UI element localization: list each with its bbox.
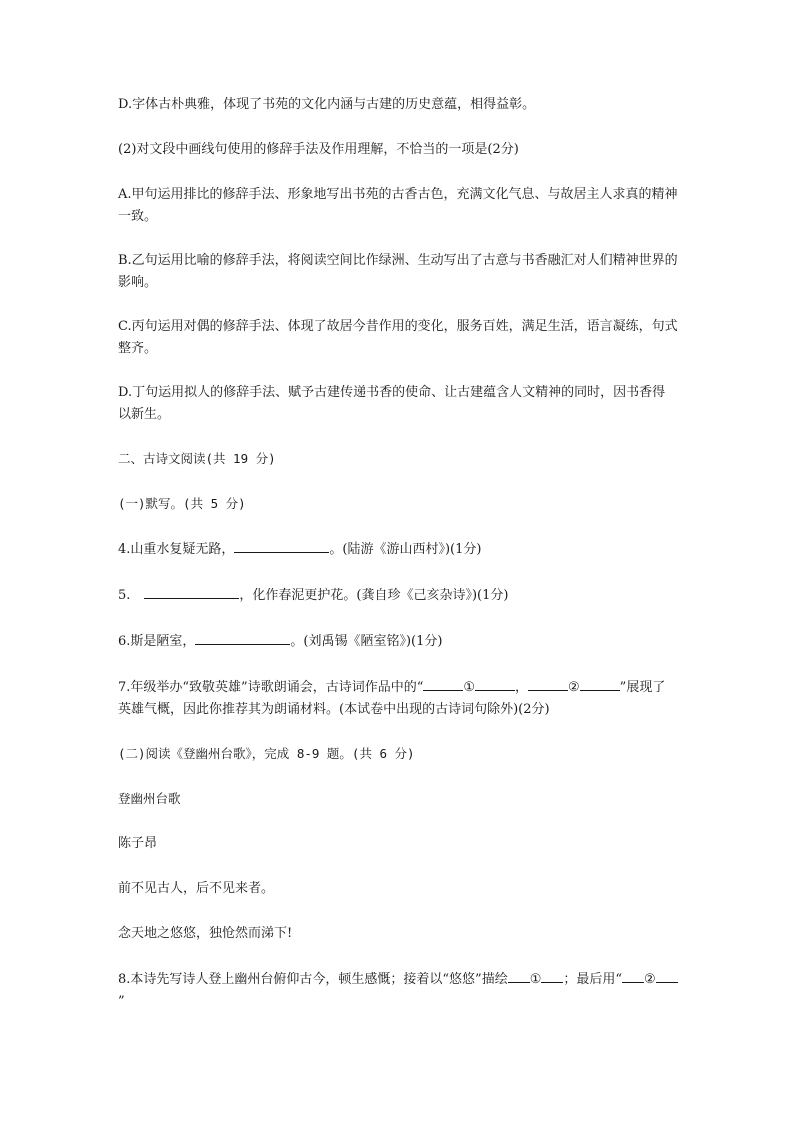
- q7-blank-2b[interactable]: [580, 676, 620, 691]
- q7-blank-1b[interactable]: [475, 676, 515, 691]
- q8-blank-2b[interactable]: [656, 968, 678, 983]
- q5-number: 5.: [118, 588, 131, 603]
- q8-blank-2a[interactable]: [622, 968, 644, 983]
- question-6: [118, 630, 678, 653]
- q7-mark-2: ②: [568, 680, 580, 695]
- q2-stem: (2)对文段中画线句使用的修辞手法及作用理解，不恰当的一项是(2分): [118, 142, 519, 157]
- q8-blank-1b[interactable]: [541, 968, 563, 983]
- q8-mark-2: ②: [644, 972, 656, 987]
- question-5: [118, 584, 678, 607]
- section2-title: 二、古诗文阅读(共 19 分): [118, 451, 276, 466]
- question-4: [118, 538, 678, 561]
- q8-mark-1: ①: [529, 972, 542, 987]
- q8-suffix: ”: [118, 994, 125, 1009]
- q5-suffix: ，化作春泥更护花。(龚自珍《己亥杂诗》)(1分): [239, 588, 509, 603]
- poem-title: 登幽州台歌: [118, 791, 181, 806]
- poem-author: 陈子昂: [118, 836, 158, 851]
- q8-blank-1a[interactable]: [508, 968, 530, 983]
- q2-option-a: A.甲句运用排比的修辞手法、形象地写出书苑的古香古色，充满文化气息、与故居主人求真的精神一致。: [118, 187, 678, 224]
- q4-prefix: 4.山重水复疑无路，: [118, 542, 235, 557]
- q7-mark-1: ①: [463, 680, 475, 695]
- q2-option-b: B.乙句运用比喻的修辞手法，将阅读空间比作绿洲、生动写出了古意与书香融汇对人们精神世界的影响。: [118, 253, 678, 290]
- exam-page: [118, 94, 678, 1035]
- q8-prefix: 8.本诗先写诗人登上幽州台俯仰古今，顿生感慨；接着以“悠悠”描绘: [118, 972, 508, 987]
- q7-comma: ，: [515, 680, 529, 695]
- poem-line-1: 前不见古人，后不见来者。: [118, 881, 275, 896]
- q4-answer-blank[interactable]: [234, 538, 329, 553]
- q7-prefix: 7.年级举办“致敬英雄”诗歌朗诵会，古诗词作品中的“: [118, 680, 424, 695]
- q7-blank-1a[interactable]: [423, 676, 463, 691]
- part1-title: (一)默写。(共 5 分): [118, 496, 246, 511]
- q5-answer-blank[interactable]: [144, 584, 239, 599]
- q6-prefix: 6.斯是陋室，: [118, 634, 196, 649]
- q7-blank-2a[interactable]: [528, 676, 568, 691]
- q4-suffix: 。(陆游《游山西村》)(1分): [329, 542, 482, 557]
- q8-middle: ；最后用“: [563, 972, 623, 987]
- q6-suffix: 。(刘禹锡《陋室铭》)(1分): [290, 634, 443, 649]
- q7-suffix: ”展现了英雄气概，因此你推荐其为朗诵材料。(本试卷中出现的古诗词句除外)(2分): [118, 680, 666, 717]
- q2-option-c: C.丙句运用对偶的修辞手法、体现了故居今昔作用的变化，服务百姓，满足生活，语言凝练，句式整齐。: [118, 319, 678, 356]
- question-7: [118, 676, 678, 721]
- part2-title: (二)阅读《登幽州台歌》，完成 8-9 题。(共 6 分): [118, 746, 415, 761]
- q1-option-d: D.字体古朴典雅，体现了书苑的文化内涵与古建的历史意蕴，相得益彰。: [118, 97, 536, 112]
- question-8: [118, 968, 678, 1013]
- poem-line-2: 念天地之悠悠，独怆然而涕下!: [118, 926, 293, 941]
- q2-option-d: D.丁句运用拟人的修辞手法、赋予古建传递书香的使命、让古建蕴含人文精神的同时，因书香得以新生。: [118, 385, 666, 422]
- q6-answer-blank[interactable]: [195, 630, 290, 645]
